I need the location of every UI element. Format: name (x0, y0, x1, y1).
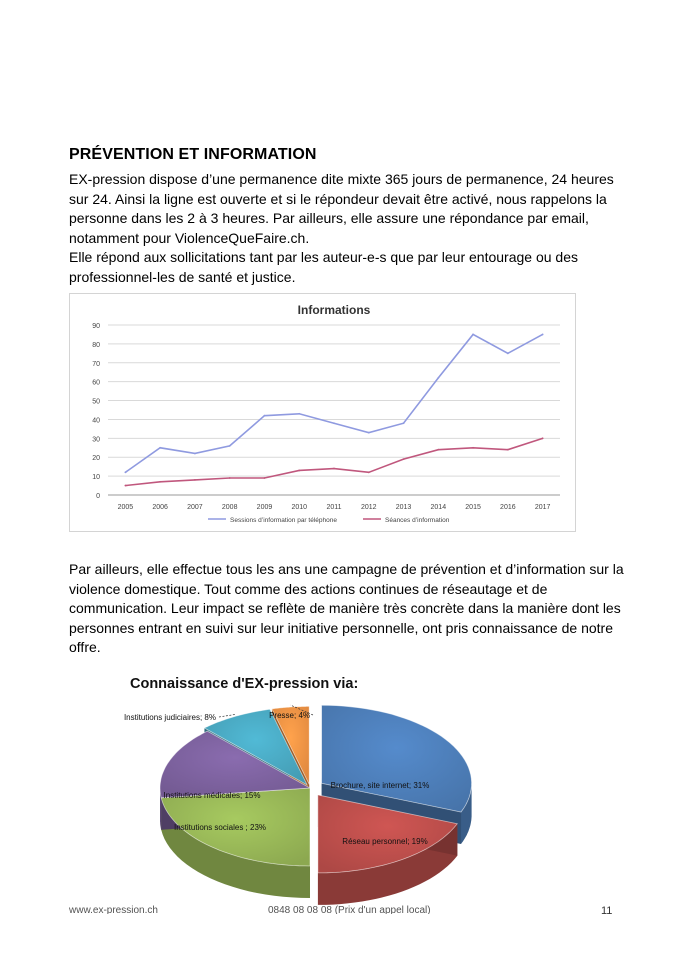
y-tick-label: 50 (92, 398, 100, 406)
data-point (229, 477, 231, 479)
pie-slice-label: Institutions sociales ; 23% (173, 823, 267, 832)
data-point (264, 415, 266, 417)
data-point (542, 334, 544, 336)
series-line-1 (125, 334, 542, 472)
footer-phone: 0848 08 08 08 (Prix d'un appel local) (268, 905, 431, 914)
y-tick-label: 90 (92, 323, 100, 330)
y-tick-label: 30 (92, 436, 100, 444)
data-point (194, 479, 196, 481)
legend-label: Sessions d’information par téléphone (230, 517, 337, 524)
x-tick-label: 2009 (256, 504, 273, 511)
x-tick-label: 2014 (430, 504, 447, 511)
data-point (159, 447, 161, 449)
data-point (437, 449, 439, 451)
x-tick-label: 2008 (221, 504, 238, 511)
data-point (403, 458, 405, 460)
data-point (298, 470, 300, 472)
data-point (264, 477, 266, 479)
second-paragraph-text: Par ailleurs, elle effectue tous les ans une campagne de prévention et d’information sur la violence domestique. Tout comme des actions continues de réseautage et de communication. Leur impact se reflète de manière très concrète dans la manière dont les personnes entrant en suivi sur leur initiative personnelle, ont pris connaissance de notre offre. (69, 561, 624, 655)
data-point (507, 449, 509, 451)
pie-slice-label: Brochure, site internet; 31% (330, 781, 430, 790)
second-paragraph (69, 560, 629, 658)
data-point (124, 471, 126, 473)
y-tick-label: 10 (92, 474, 100, 482)
pie-slice-label: Institutions médicales; 15% (163, 791, 261, 800)
pie-chart (120, 668, 520, 920)
y-tick-label: 60 (92, 379, 100, 387)
data-point (333, 422, 335, 424)
data-point (403, 422, 405, 424)
data-point (472, 334, 474, 336)
y-tick-label: 0 (96, 493, 100, 500)
footer-website[interactable]: www.ex-pression.ch (69, 905, 158, 914)
chart-title: Informations (297, 303, 371, 317)
intro-paragraph-1: EX-pression dispose d’une permanence dite mixte 365 jours de permanence, 24 heures sur 24. Ainsi la ligne est ouverte et si le répondeur devait être activé, nous rappelons la personne dans les 2 à 3 heures. Par ailleurs, elle assure une répondance par email, notamment pour ViolenceQueFaire.ch. (69, 171, 614, 246)
pie-chart-svg (120, 668, 520, 920)
x-tick-label: 2016 (500, 504, 516, 511)
x-tick-label: 2017 (534, 504, 551, 511)
pie-leader-line (219, 714, 235, 717)
x-tick-label: 2006 (152, 504, 168, 511)
intro-paragraph-2: Elle répond aux sollicitations tant par les auteur-e-s que par leur entourage ou des professionnel-les de santé et justice. (69, 249, 578, 285)
data-point (437, 377, 439, 379)
pie-slice-label: Institutions judiciaires; 8% (123, 713, 216, 722)
data-point (333, 468, 335, 470)
data-point (368, 432, 370, 434)
section-title: PRÉVENTION ET INFORMATION (69, 146, 317, 163)
x-tick-label: 2010 (291, 504, 308, 511)
x-tick-label: 2005 (117, 504, 134, 511)
line-chart-svg (70, 294, 575, 531)
line-chart (69, 293, 576, 532)
x-tick-label: 2007 (187, 504, 203, 511)
pie-slice-label: Réseau personnel; 19% (342, 837, 428, 846)
data-point (159, 481, 161, 483)
data-point (472, 447, 474, 449)
x-tick-label: 2012 (360, 504, 377, 511)
y-tick-label: 20 (92, 455, 100, 463)
series-line-2 (125, 438, 542, 485)
y-tick-label: 40 (92, 417, 100, 425)
data-point (229, 445, 231, 447)
y-tick-label: 80 (92, 341, 100, 349)
pie-title: Connaissance d'EX-pression via: (130, 676, 359, 692)
data-point (507, 352, 509, 354)
data-point (124, 485, 126, 487)
pie-slice-label: Presse; 4% (269, 711, 310, 720)
x-tick-label: 2013 (395, 504, 412, 511)
y-tick-label: 70 (92, 360, 100, 368)
page-number: 11 (601, 905, 613, 917)
data-point (542, 437, 544, 439)
x-tick-label: 2011 (326, 504, 342, 511)
data-point (368, 471, 370, 473)
data-point (194, 453, 196, 455)
legend-label: Séances d’information (385, 517, 450, 524)
x-tick-label: 2015 (465, 504, 481, 511)
data-point (298, 413, 300, 415)
intro-text (69, 170, 629, 287)
